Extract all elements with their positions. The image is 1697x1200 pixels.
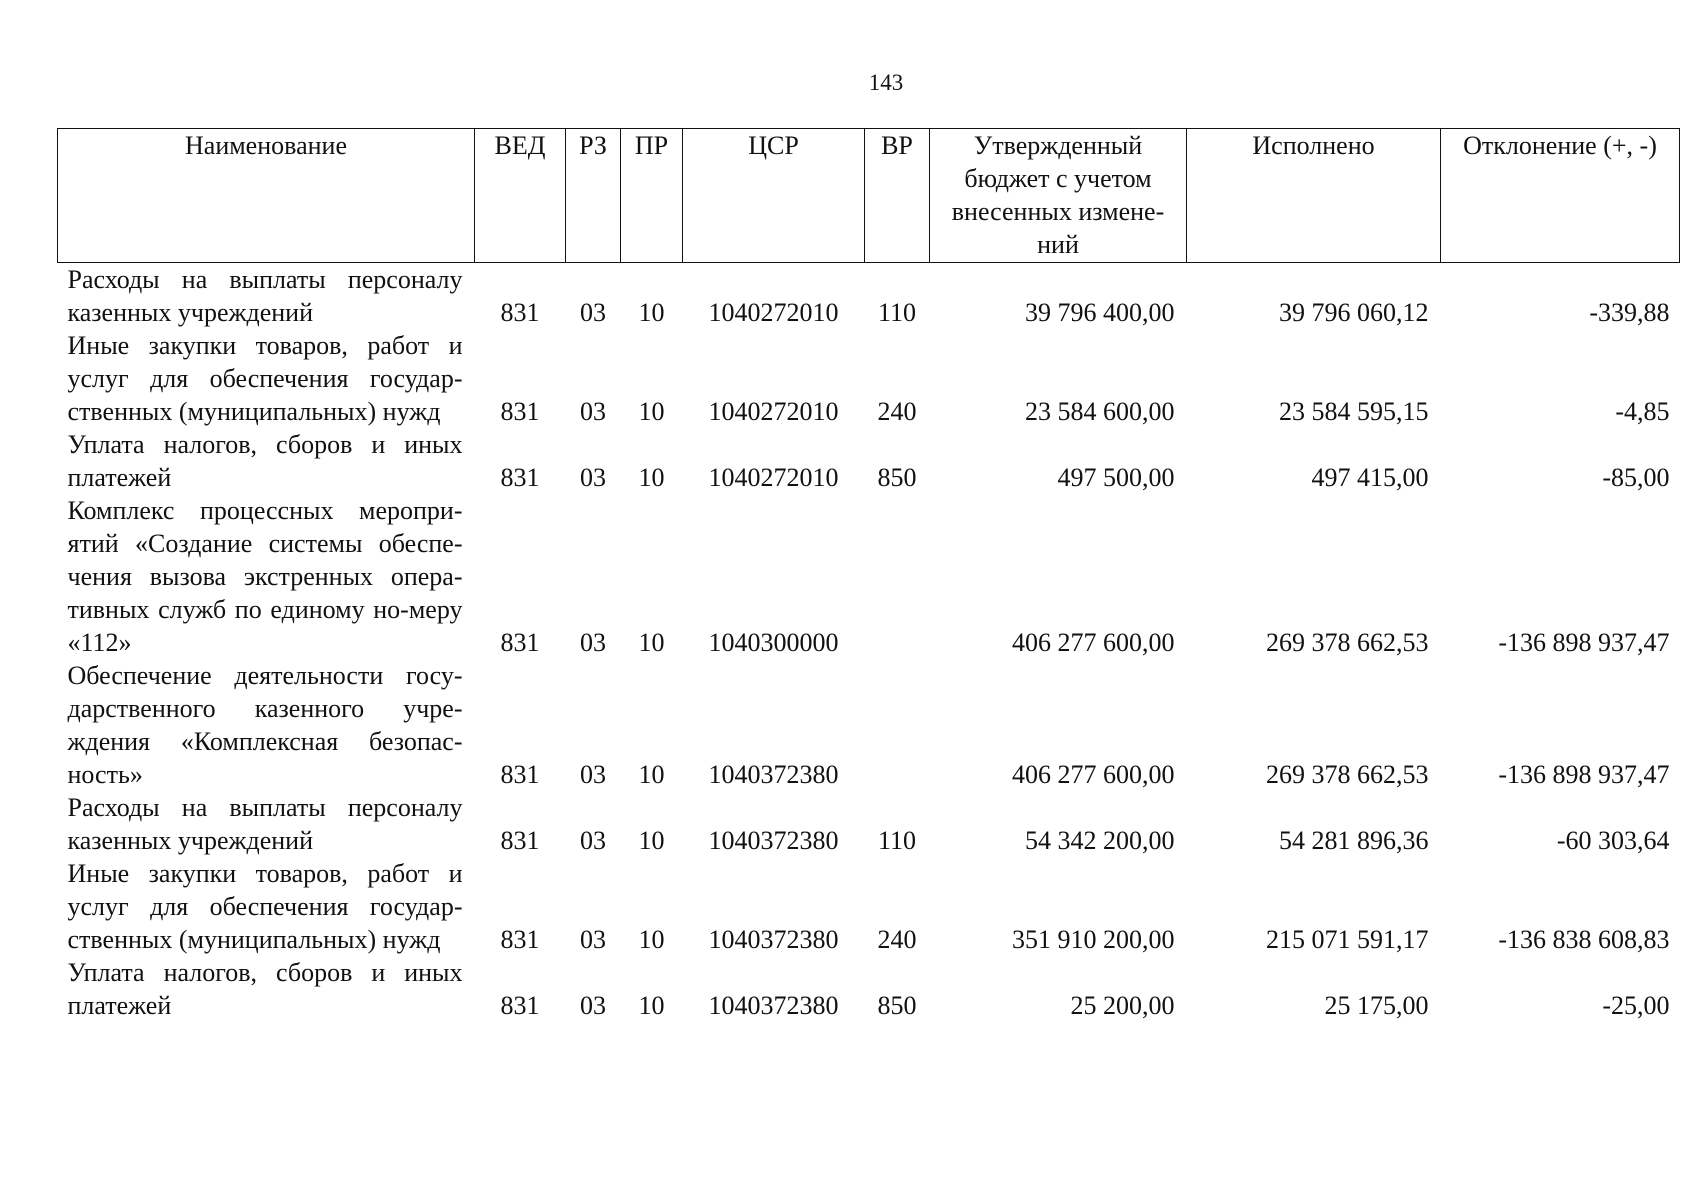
header-vr: ВР bbox=[865, 129, 930, 263]
row-deviation: -25,00 bbox=[1602, 991, 1670, 1020]
row-approved: 54 342 200,00 bbox=[1025, 826, 1175, 855]
table-row bbox=[58, 791, 1680, 857]
row-ved: 831 bbox=[500, 298, 540, 327]
row-name: Иные закупки товаров, работ и услуг для обеспечения государ-ственных (муниципальных) нужд bbox=[67, 331, 463, 426]
row-pr: 10 bbox=[638, 826, 665, 855]
table-row bbox=[58, 428, 1680, 494]
table-row bbox=[58, 329, 1680, 428]
row-pr: 10 bbox=[638, 298, 665, 327]
row-approved: 406 277 600,00 bbox=[1012, 760, 1175, 789]
row-rz: 03 bbox=[580, 826, 606, 855]
row-rz: 03 bbox=[580, 463, 606, 492]
row-deviation: -136 898 937,47 bbox=[1498, 628, 1670, 657]
row-ved: 831 bbox=[500, 628, 540, 657]
row-executed: 215 071 591,17 bbox=[1266, 925, 1429, 954]
row-executed: 23 584 595,15 bbox=[1279, 397, 1429, 426]
table-row bbox=[58, 659, 1680, 791]
row-vr: 240 bbox=[877, 397, 917, 426]
row-executed: 269 378 662,53 bbox=[1266, 628, 1429, 657]
row-rz: 03 bbox=[580, 397, 606, 426]
row-vr: 110 bbox=[877, 298, 917, 327]
row-rz: 03 bbox=[580, 991, 606, 1020]
row-approved: 351 910 200,00 bbox=[1012, 925, 1175, 954]
row-deviation: -136 898 937,47 bbox=[1498, 760, 1670, 789]
row-executed: 25 175,00 bbox=[1324, 991, 1429, 1020]
row-executed: 497 415,00 bbox=[1311, 463, 1429, 492]
row-executed: 54 281 896,36 bbox=[1279, 826, 1429, 855]
row-ved: 831 bbox=[500, 925, 540, 954]
header-name: Наименование bbox=[58, 129, 475, 263]
header-row bbox=[58, 129, 1680, 263]
header-pr: ПР bbox=[621, 129, 683, 263]
budget-execution-table bbox=[57, 128, 1680, 1022]
row-name: Уплата налогов, сборов и иных платежей bbox=[67, 430, 463, 492]
row-approved: 497 500,00 bbox=[1057, 463, 1175, 492]
row-vr: 850 bbox=[877, 463, 917, 492]
page-number: 143 bbox=[868, 70, 904, 95]
header-approved: Утвержденный бюджет с учетом внесенных измене-ний bbox=[930, 129, 1187, 263]
row-vr: 110 bbox=[877, 826, 917, 855]
row-csr: 1040372380 bbox=[708, 826, 839, 855]
row-vr: 850 bbox=[877, 991, 917, 1020]
row-ved: 831 bbox=[500, 397, 540, 426]
row-approved: 39 796 400,00 bbox=[1025, 298, 1175, 327]
row-name: Расходы на выплаты персоналу казенных учреждений bbox=[67, 793, 463, 855]
row-deviation: -85,00 bbox=[1602, 463, 1670, 492]
header-ved: ВЕД bbox=[475, 129, 566, 263]
row-pr: 10 bbox=[638, 760, 665, 789]
table-row bbox=[58, 857, 1680, 956]
row-executed: 269 378 662,53 bbox=[1266, 760, 1429, 789]
row-vr bbox=[865, 659, 930, 791]
row-name: Иные закупки товаров, работ и услуг для обеспечения государ-ственных (муниципальных) нужд bbox=[67, 859, 463, 954]
row-rz: 03 bbox=[580, 760, 606, 789]
table-row bbox=[58, 263, 1680, 330]
row-vr: 240 bbox=[877, 925, 917, 954]
row-pr: 10 bbox=[638, 397, 665, 426]
row-csr: 1040272010 bbox=[708, 298, 839, 327]
row-ved: 831 bbox=[500, 760, 540, 789]
header-deviation: Отклонение (+, -) bbox=[1441, 129, 1680, 263]
table-row bbox=[58, 956, 1680, 1022]
row-pr: 10 bbox=[638, 991, 665, 1020]
header-rz: РЗ bbox=[566, 129, 621, 263]
row-name: Расходы на выплаты персоналу казенных учреждений bbox=[67, 265, 463, 327]
row-deviation: -339,88 bbox=[1589, 298, 1670, 327]
table-row bbox=[58, 494, 1680, 659]
row-pr: 10 bbox=[638, 628, 665, 657]
row-approved: 23 584 600,00 bbox=[1025, 397, 1175, 426]
row-name: Уплата налогов, сборов и иных платежей bbox=[67, 958, 463, 1020]
row-deviation: -136 838 608,83 bbox=[1498, 925, 1670, 954]
row-csr: 1040372380 bbox=[708, 760, 839, 789]
row-pr: 10 bbox=[638, 925, 665, 954]
row-ved: 831 bbox=[500, 463, 540, 492]
row-ved: 831 bbox=[500, 991, 540, 1020]
row-csr: 1040372380 bbox=[708, 925, 839, 954]
row-name: Комплекс процессных меропри-ятий «Создание системы обеспе-чения вызова экстренных опера-тивных служб по единому но-меру «112» bbox=[67, 496, 463, 657]
row-pr: 10 bbox=[638, 463, 665, 492]
row-vr bbox=[865, 494, 930, 659]
header-csr: ЦСР bbox=[683, 129, 865, 263]
row-rz: 03 bbox=[580, 628, 606, 657]
row-deviation: -60 303,64 bbox=[1556, 826, 1670, 855]
row-deviation: -4,85 bbox=[1615, 397, 1670, 426]
row-ved: 831 bbox=[500, 826, 540, 855]
row-rz: 03 bbox=[580, 298, 606, 327]
row-csr: 1040372380 bbox=[708, 991, 839, 1020]
row-csr: 1040272010 bbox=[708, 397, 839, 426]
row-csr: 1040272010 bbox=[708, 463, 839, 492]
row-executed: 39 796 060,12 bbox=[1279, 298, 1429, 327]
row-approved: 25 200,00 bbox=[1070, 991, 1175, 1020]
row-rz: 03 bbox=[580, 925, 606, 954]
row-name: Обеспечение деятельности госу-дарственного казенного учре-ждения «Комплексная безопас-ность» bbox=[67, 661, 463, 789]
header-executed: Исполнено bbox=[1187, 129, 1441, 263]
row-approved: 406 277 600,00 bbox=[1012, 628, 1175, 657]
row-csr: 1040300000 bbox=[708, 628, 839, 657]
